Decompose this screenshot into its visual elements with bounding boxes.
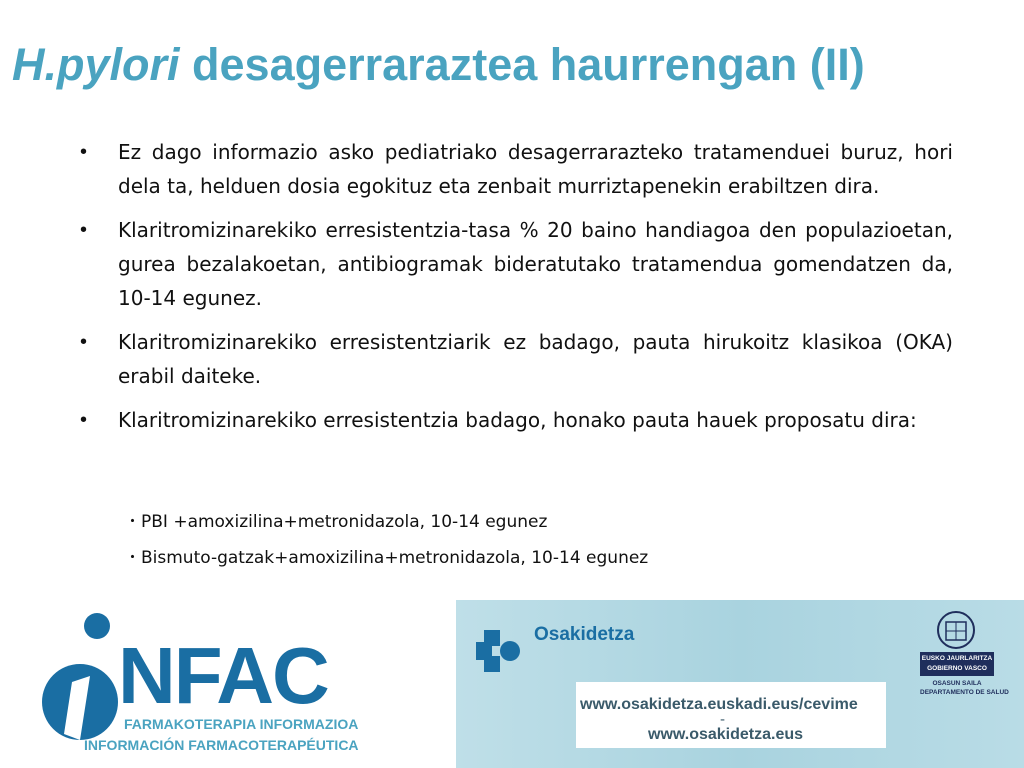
gov-dept-eu: OSASUN SAILA [932, 680, 982, 687]
bullet-dot-icon: • [80, 409, 88, 431]
bullet-item [80, 325, 953, 393]
bullet-text: Klaritromizinarekiko erresistentziarik ez badago, pauta hirukoitz klasikoa (OKA) erabil daiteke. [118, 330, 953, 388]
bullet-text: Klaritromizinarekiko erresistentzia-tasa % 20 baino handiagoa den populazioetan, gurea bezalakoetan, antibiogramak bideratutako tratamendua gomendatzen da, 10-14 egunez. [118, 218, 953, 310]
infac-tagline-es: INFORMACIÓN FARMACOTERAPÉUTICA [84, 737, 359, 753]
bullet-item [80, 213, 953, 315]
osakidetza-name: Osakidetza [534, 624, 635, 645]
bullet-dot-icon: • [80, 141, 88, 163]
gov-dept-es: DEPARTAMENTO DE SALUD [920, 689, 1009, 696]
subitem: ・PBI +amoxizilina+metronidazola, 10-14 egunez [124, 512, 548, 532]
bullet-item [80, 135, 953, 203]
osakidetza-cross-icon [470, 624, 526, 680]
infac-wordmark: NFAC [118, 631, 328, 720]
gov-line-eu: EUSKO JAURLARITZA [921, 655, 993, 662]
url-separator: - [720, 712, 726, 728]
subitem-list [124, 504, 648, 576]
title-rest-part: desagerraraztea haurrengan (II) [179, 39, 865, 90]
basque-government-emblem-icon [936, 610, 976, 650]
bullet-dot-icon: • [80, 219, 88, 241]
bullet-text: Klaritromizinarekiko erresistentzia badago, honako pauta hauek proposatu dira: [118, 408, 917, 432]
infac-i-logo-icon [40, 612, 120, 752]
bullet-item [80, 403, 953, 437]
gov-line-es: GOBIERNO VASCO [927, 665, 987, 672]
title-italic-part: H.pylori [12, 39, 180, 90]
subitem: ・Bismuto-gatzak+amoxizilina+metronidazola, 10-14 egunez [124, 548, 649, 568]
infac-tagline-eu: FARMAKOTERAPIA INFORMAZIOA [124, 716, 359, 732]
slide-title [12, 38, 1022, 92]
bullet-dot-icon: • [80, 331, 88, 353]
osakidetza-url: www.osakidetza.eus [648, 726, 804, 743]
bullet-text: Ez dago informazio asko pediatriako desagerrarazteko tratamenduei buruz, hori dela ta, helduen dosia egokituz eta zenbait murriztapenekin erabiltzen dira. [118, 140, 953, 198]
bullet-list [80, 135, 953, 447]
cevime-url: www.osakidetza.euskadi.eus/cevime [580, 696, 858, 713]
